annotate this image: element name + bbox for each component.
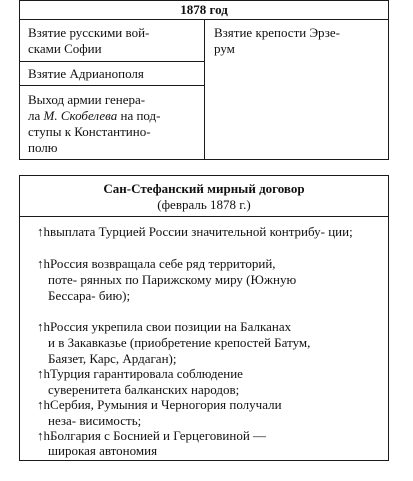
treaty-item-balkans-line-2: и в Закавказье (приобретение крепостей Батум, [48,335,311,350]
treaty-item-territories [37,256,276,272]
cell-adrianople: Взятие Адрианополя [28,66,144,81]
arrow-up-icon: ↑h [37,319,50,334]
cell-sofia-line-1: Взятие русскими вой- [28,25,150,40]
table-border-top [19,0,388,1]
treaty-subtitle: (февраль 1878 г.) [157,197,251,212]
arrow-up-icon: ↑h [37,397,50,412]
treaty-item-text: Болгария с Боснией и Герцеговиной — [50,428,267,443]
table-row-divider-1 [19,61,205,62]
arrow-up-icon: ↑h [37,366,50,381]
treaty-border-top [19,175,389,176]
cell-skobelev-text-b: на под- [117,108,161,123]
table-border-left [19,0,20,160]
treaty-item-balkans [37,319,291,335]
cell-skobelev-line-2 [28,108,161,124]
treaty-item-indemnity [37,224,353,240]
cell-skobelev-text-a: ла [28,108,44,123]
arrow-up-icon: ↑h [37,256,50,271]
treaty-item-autonomy [37,428,266,444]
table-column-divider [204,19,205,160]
table-row-divider-2 [19,85,205,86]
treaty-item-sovereignty [37,366,243,382]
arrow-up-icon: ↑h [37,224,50,239]
table-border-right [388,0,389,160]
cell-skobelev-line-1: Выход армии генера- [28,92,146,107]
treaty-title: Сан-Стефанский мирный договор [103,181,305,196]
treaty-item-sovereignty-line-2: суверенитета балканских народов; [48,382,240,397]
treaty-item-territories-line-3: Бессара- бию); [48,288,131,303]
treaty-item-text: выплата Турцией России значительной контрибу- ции; [50,224,353,239]
cell-erzurum-line-1: Взятие крепости Эрзе- [214,25,340,40]
treaty-item-text: Россия возвращала себе ряд территорий, [50,256,276,271]
treaty-item-autonomy-line-2: широкая автономия [48,443,158,458]
treaty-item-text: Россия укрепила свои позиции на Балканах [50,319,292,334]
treaty-border-bottom [19,460,389,461]
cell-skobelev-name: М. Скобелева [43,108,118,123]
treaty-border-right [388,175,389,461]
cell-skobelev-line-4: полю [28,140,58,155]
treaty-item-independence [37,397,282,413]
cell-sofia-line-2: сками Софии [28,41,102,56]
treaty-item-balkans-line-3: Баязет, Карс, Ардаган); [48,351,177,366]
treaty-item-territories-line-2: поте- рянных по Парижскому миру (Южную [48,272,297,287]
treaty-item-text: Сербия, Румыния и Черногория получали [50,397,282,412]
table-header-year: 1878 год [180,2,228,17]
treaty-item-independence-line-2: неза- висимость; [48,413,142,428]
treaty-border-left [19,175,20,461]
cell-erzurum-line-2: рум [214,41,235,56]
cell-skobelev-line-3: ступы к Константино- [28,124,151,139]
treaty-title-divider [19,216,389,217]
arrow-up-icon: ↑h [37,428,50,443]
treaty-item-text: Турция гарантировала соблюдение [50,366,243,381]
